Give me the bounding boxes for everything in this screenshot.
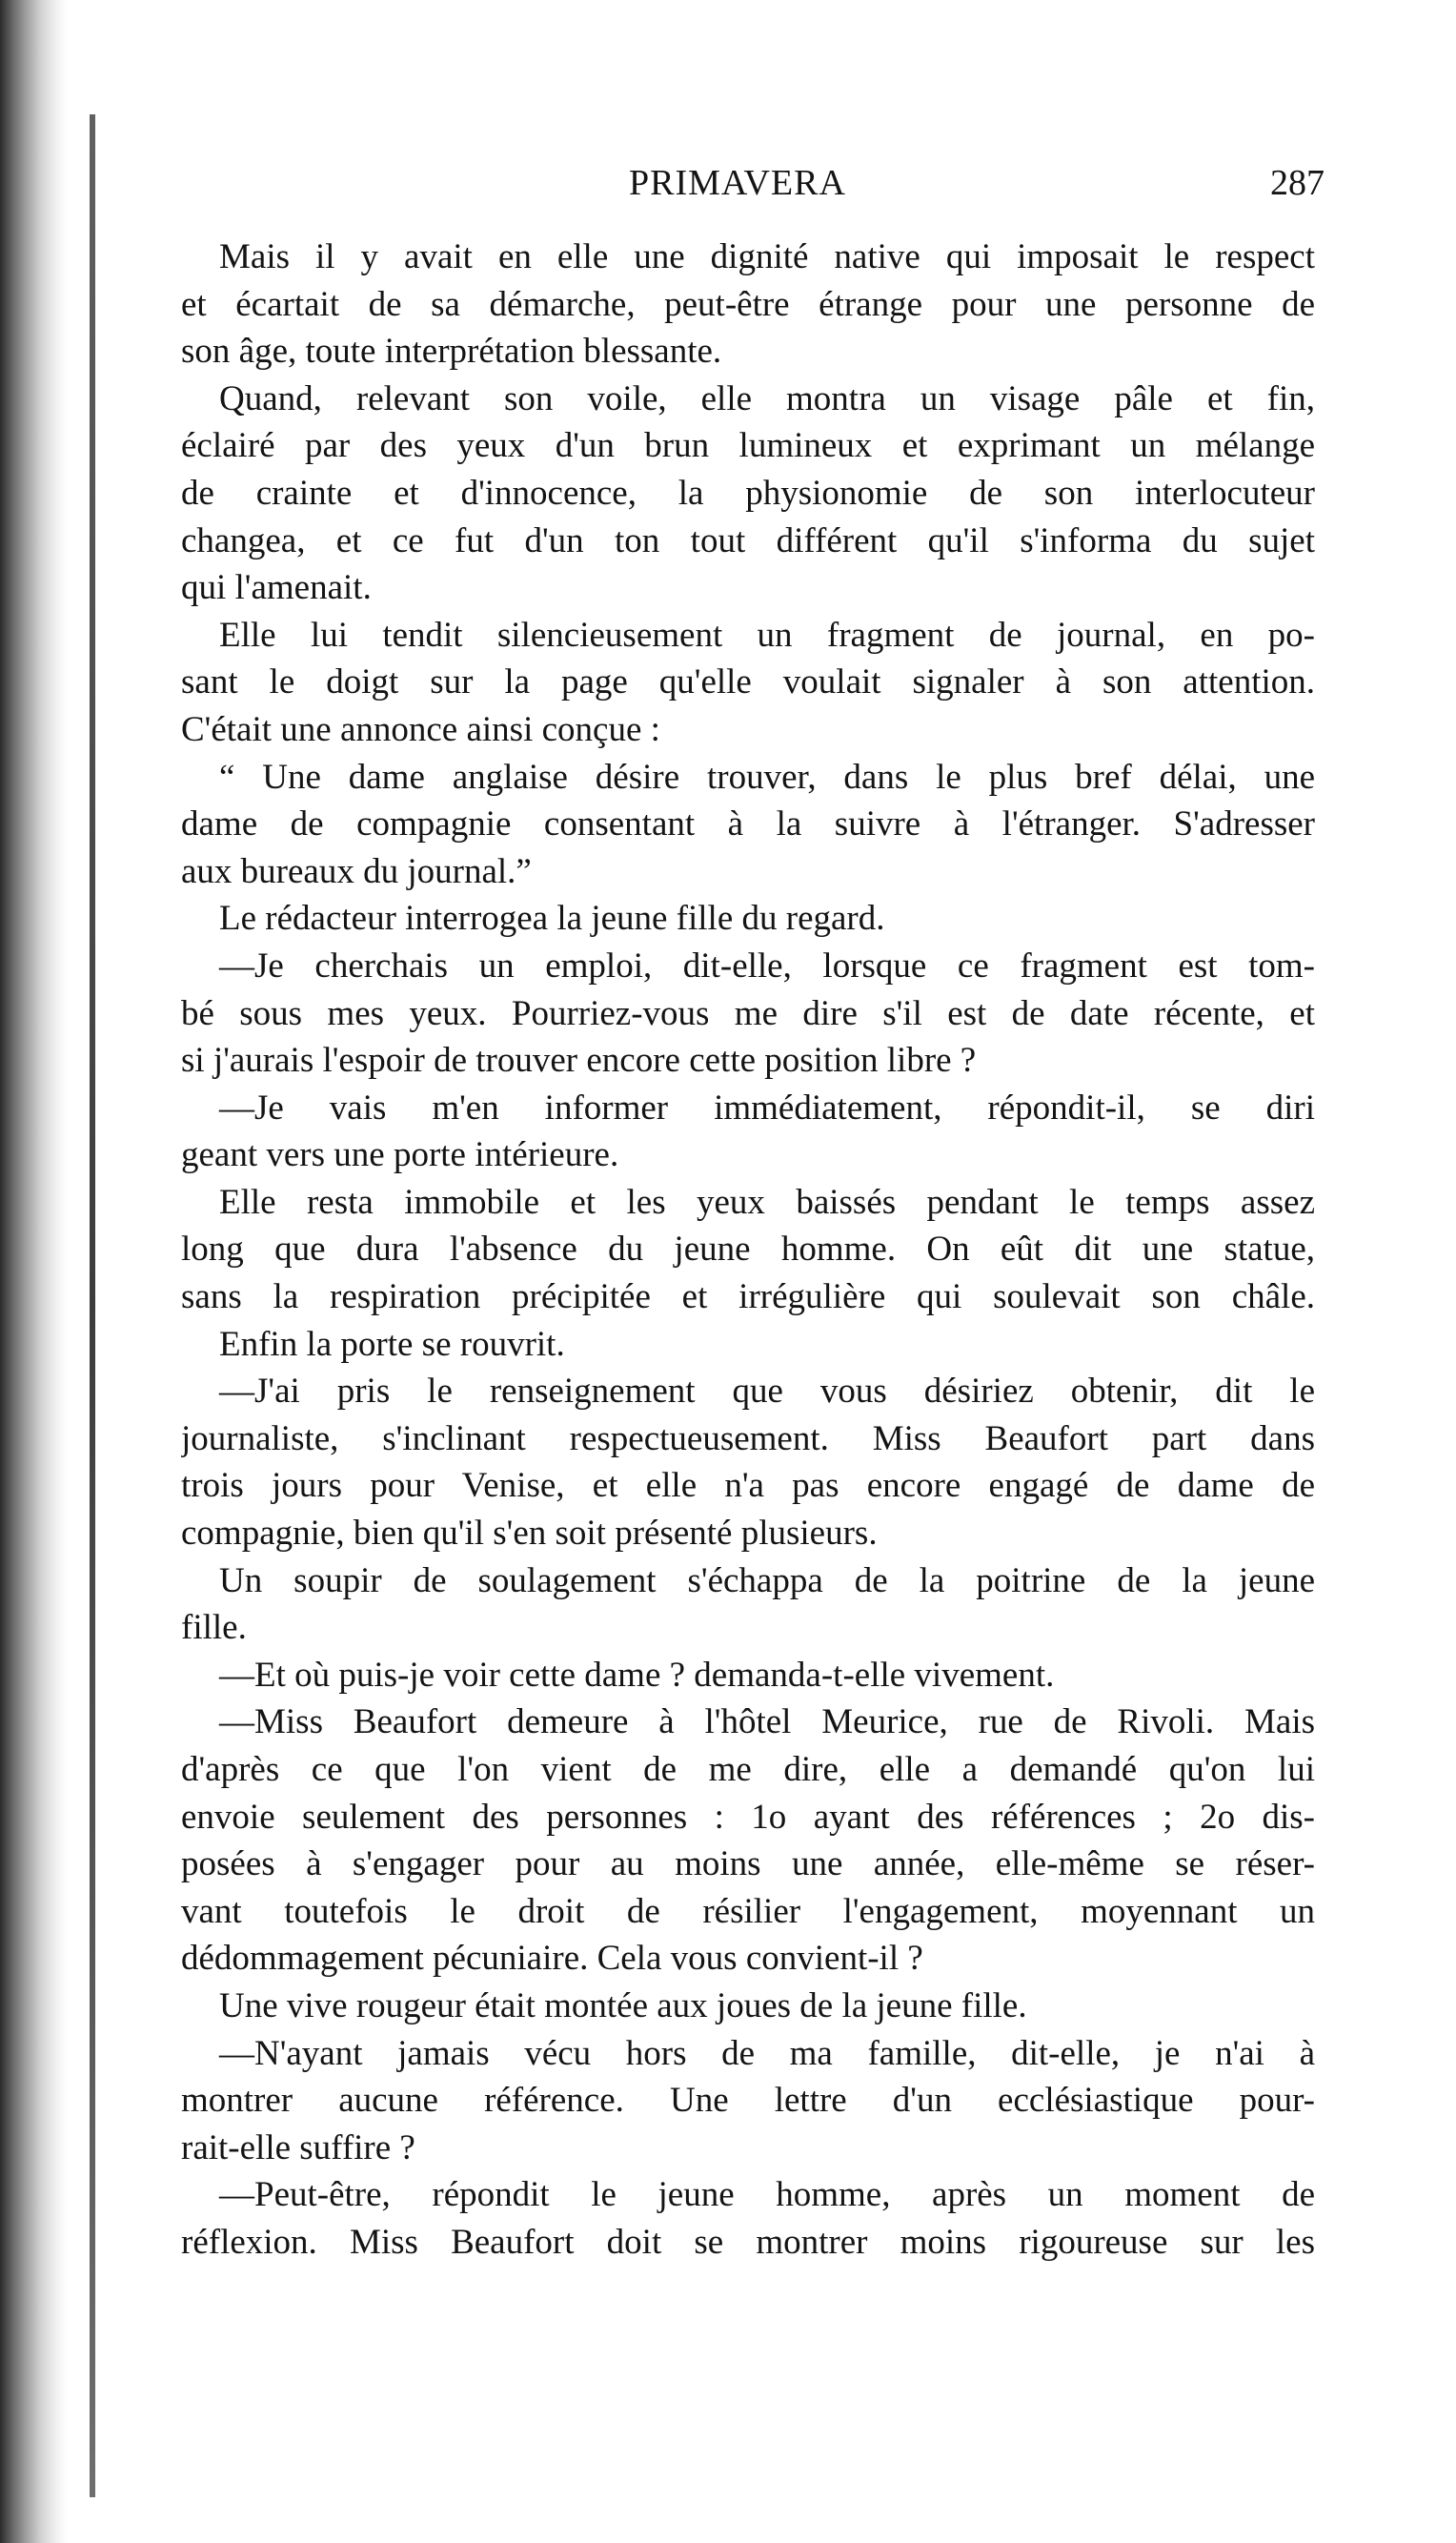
text-line: Mais il y avait en elle une dignité native qui imposait le respect <box>219 237 1315 276</box>
text-line: geant vers une porte intérieure. <box>181 1135 619 1175</box>
body-text <box>181 234 1315 2267</box>
text-line: envoie seulement des personnes : 1o ayant des références ; 2o dis- <box>181 1797 1315 1837</box>
text-line: —Je cherchais un emploi, dit-elle, lorsque ce fragment est tom- <box>219 946 1315 986</box>
text-line: —J'ai pris le renseignement que vous désiriez obtenir, dit le <box>219 1372 1315 1412</box>
text-line: de crainte et d'innocence, la physionomie de son interlocuteur <box>181 473 1315 513</box>
text-line: bé sous mes yeux. Pourriez-vous me dire s'il est de date récente, et <box>181 993 1315 1033</box>
text-line: d'après ce que l'on vient de me dire, elle a demandé qu'on lui <box>181 1750 1315 1789</box>
text-line: trois jours pour Venise, et elle n'a pas encore engagé de dame de <box>181 1466 1315 1506</box>
running-title: PRIMAVERA <box>629 163 846 203</box>
text-line: Un soupir de soulagement s'échappa de la poitrine de la jeune <box>219 1560 1315 1600</box>
text-line: —N'ayant jamais vécu hors de ma famille, dit-elle, je n'ai à <box>219 2033 1315 2073</box>
text-line: montrer aucune référence. Une lettre d'un ecclésiastique pour- <box>181 2081 1315 2121</box>
text-line: changea, et ce fut d'un ton tout différent qu'il s'informa du sujet <box>181 520 1315 560</box>
text-line: —Miss Beaufort demeure à l'hôtel Meurice, rue de Rivoli. Mais <box>219 1702 1315 1742</box>
text-line: sant le doigt sur la page qu'elle voulait signaler à son attention. <box>181 662 1315 702</box>
text-line: rait-elle suffire ? <box>181 2127 415 2167</box>
text-line: fille. <box>181 1608 247 1648</box>
text-line: C'était une annonce ainsi conçue : <box>181 709 660 749</box>
running-header <box>172 162 1325 229</box>
text-line: journaliste, s'inclinant respectueusement. Miss Beaufort part dans <box>181 1418 1315 1458</box>
text-line: long que dura l'absence du jeune homme. On eût dit une statue, <box>181 1230 1315 1270</box>
text-line: dame de compagnie consentant à la suivre à l'étranger. S'adresser <box>181 804 1315 844</box>
text-line: posées à s'engager pour au moins une année, elle-même se réser- <box>181 1844 1315 1884</box>
text-line: qui l'amenait. <box>181 568 372 608</box>
text-line: sans la respiration précipitée et irrégulière qui soulevait son châle. <box>181 1277 1315 1317</box>
text-line: —Je vais m'en informer immédiatement, répondit-il, se diri <box>219 1088 1315 1128</box>
binding-rule <box>90 114 95 2497</box>
text-line: Enfin la porte se rouvrit. <box>219 1324 565 1364</box>
text-line: réflexion. Miss Beaufort doit se montrer moins rigoureuse sur les <box>181 2222 1315 2262</box>
page-number: 287 <box>1270 163 1325 203</box>
text-line: Elle lui tendit silencieusement un fragment de journal, en po- <box>219 615 1315 655</box>
text-line: dédommagement pécuniaire. Cela vous convient-il ? <box>181 1939 923 1979</box>
text-line: et écartait de sa démarche, peut-être étrange pour une personne de <box>181 284 1315 324</box>
text-line: Elle resta immobile et les yeux baissés pendant le temps assez <box>219 1182 1315 1222</box>
text-line: aux bureaux du journal.” <box>181 851 532 891</box>
text-line: “ Une dame anglaise désire trouver, dans le plus bref délai, une <box>219 757 1315 797</box>
text-line: vant toutefois le droit de résilier l'engagement, moyennant un <box>181 1891 1315 1931</box>
text-line: Une vive rougeur était montée aux joues de la jeune fille. <box>219 1985 1027 2025</box>
text-line: son âge, toute interprétation blessante. <box>181 332 722 372</box>
text-line: compagnie, bien qu'il s'en soit présenté plusieurs. <box>181 1514 878 1554</box>
text-line: éclairé par des yeux d'un brun lumineux et exprimant un mélange <box>181 426 1315 466</box>
text-line: —Peut-être, répondit le jeune homme, après un moment de <box>219 2175 1315 2215</box>
text-line: Quand, relevant son voile, elle montra un visage pâle et fin, <box>219 378 1315 418</box>
page-binding-edge <box>0 0 67 2543</box>
text-line: si j'aurais l'espoir de trouver encore cette position libre ? <box>181 1041 977 1081</box>
text-line: Le rédacteur interrogea la jeune fille du regard. <box>219 899 885 939</box>
text-line: —Et où puis-je voir cette dame ? demanda-t-elle vivement. <box>219 1655 1055 1695</box>
